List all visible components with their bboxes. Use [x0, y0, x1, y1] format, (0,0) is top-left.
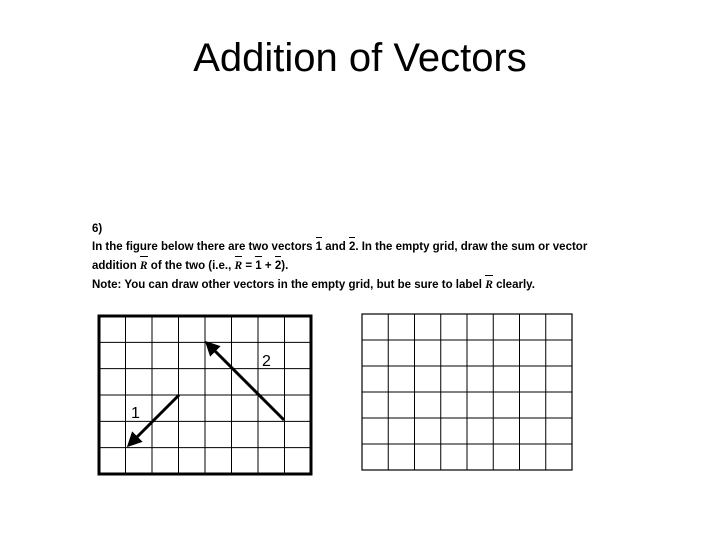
vector-2-symbol: 2: [275, 257, 281, 276]
vector-2-symbol: 2: [349, 238, 355, 257]
vector-2-label: 2: [262, 353, 271, 370]
plus-sign: +: [264, 260, 272, 272]
vector-1-symbol: 1: [316, 238, 322, 257]
slide-title: Addition of Vectors: [193, 36, 527, 80]
vector-r-symbol: R: [485, 276, 493, 295]
text-segment: Note: You can draw other vectors in the empty grid, but be sure to label: [92, 279, 483, 291]
vector-1-symbol: 1: [255, 257, 261, 276]
text-segment: of the two (i.e.,: [150, 260, 232, 272]
text-segment: addition: [92, 260, 137, 272]
vector-1-label: 1: [131, 405, 140, 422]
text-segment: . In the empty grid, draw the sum or vector: [355, 241, 588, 253]
text-segment: clearly.: [496, 279, 535, 291]
text-segment: In the figure below there are two vectors: [92, 241, 313, 253]
text-segment: ).: [281, 260, 289, 272]
problem-number: 6): [92, 223, 103, 235]
left-grid-lines: [99, 316, 311, 474]
equals-sign: =: [245, 260, 253, 272]
vector-r-symbol: R: [140, 257, 148, 276]
vector-r-symbol: R: [235, 257, 243, 276]
empty-grid[interactable]: [362, 314, 572, 470]
text-segment: and: [325, 241, 346, 253]
right-grid-lines: [362, 314, 572, 470]
left-grid: [99, 316, 311, 474]
vector-2-arrow: [207, 343, 284, 420]
